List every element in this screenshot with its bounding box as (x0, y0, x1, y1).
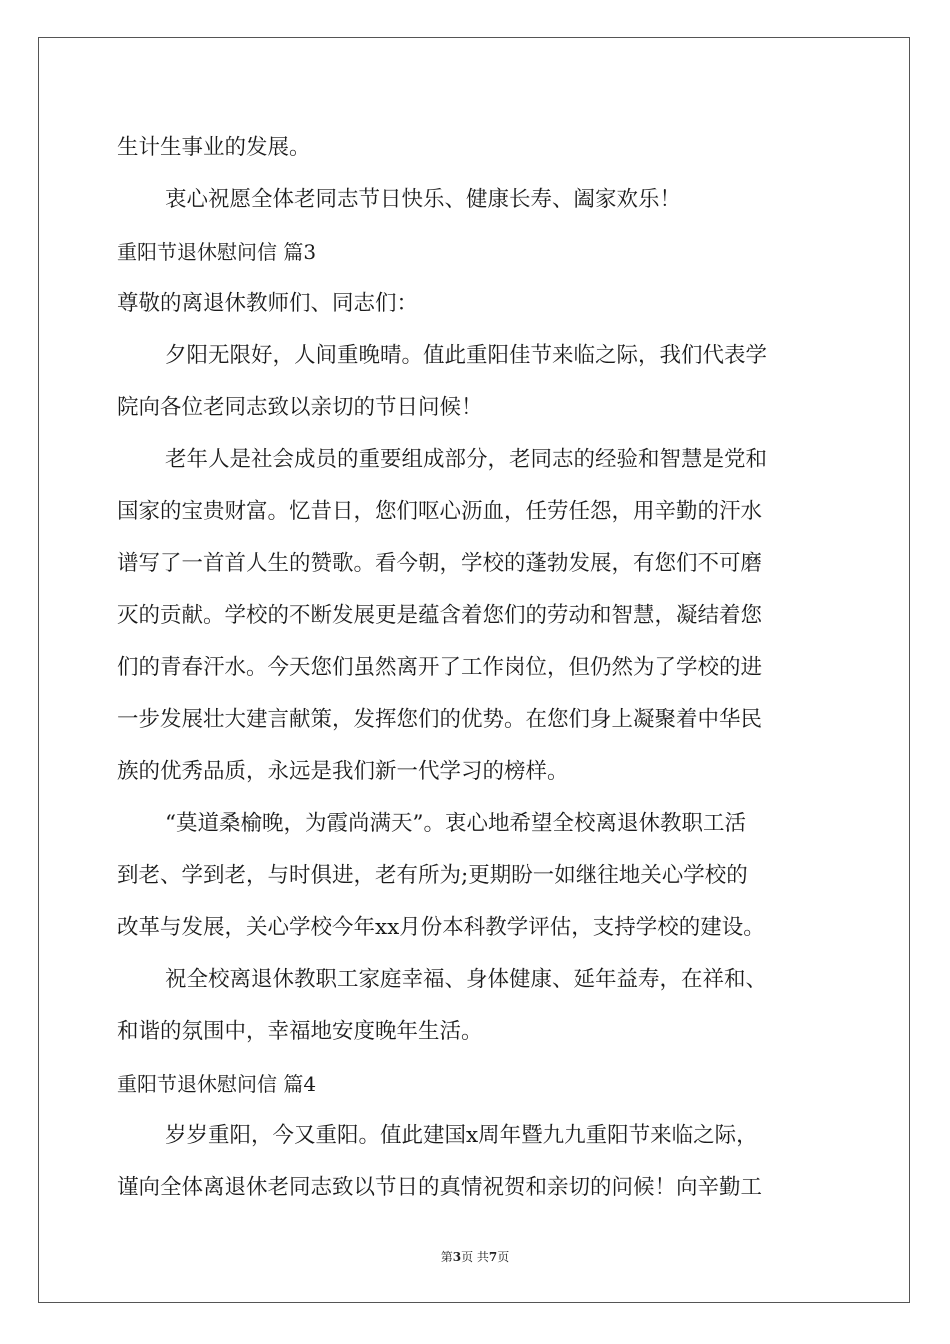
paragraph (117, 956, 833, 1060)
footer-total-pages: 7 (488, 1250, 498, 1264)
footer-mid: 页 共 (461, 1250, 489, 1264)
page-footer (0, 1248, 950, 1265)
paragraph (117, 1112, 833, 1216)
text-line: 们的青春汗水。今天您们虽然离开了工作岗位，但仍然为了学校的进 (117, 655, 763, 680)
text-line: 一步发展壮大建言献策，发挥您们的优势。在您们身上凝聚着中华民 (117, 707, 763, 732)
text-line: 谨向全体离退休老同志致以节日的真情祝贺和亲切的问候！向辛勤工 (117, 1175, 763, 1200)
text-line: 国家的宝贵财富。忆昔日，您们呕心沥血，任劳任怨，用辛勤的汗水 (117, 499, 763, 524)
text-line: “莫道桑榆晚，为霞尚满天”。衷心地希望全校离退休教职工活 (165, 811, 746, 836)
footer-page-number: 3 (452, 1250, 462, 1264)
text-line: 重阳节退休慰问信 篇3 (117, 240, 317, 264)
section-heading (117, 228, 833, 280)
document-body (117, 124, 833, 1216)
text-line: 夕阳无限好，人间重晚晴。值此重阳佳节来临之际，我们代表学 (165, 343, 768, 368)
text-line: 改革与发展，关心学校今年xx月份本科教学评估，支持学校的建设。 (117, 915, 765, 940)
text-line: 老年人是社会成员的重要组成部分，老同志的经验和智慧是党和 (165, 447, 768, 472)
paragraph (117, 124, 833, 176)
text-line: 灭的贡献。学校的不断发展更是蕴含着您们的劳动和智慧，凝结着您 (117, 603, 763, 628)
paragraph (117, 436, 833, 800)
paragraph (117, 800, 833, 956)
footer-prefix: 第 (440, 1250, 453, 1264)
text-line: 和谐的氛围中，幸福地安度晚年生活。 (117, 1019, 483, 1044)
text-line: 祝全校离退休教职工家庭幸福、身体健康、延年益寿，在祥和、 (165, 967, 768, 992)
section-heading (117, 1060, 833, 1112)
text-line: 重阳节退休慰问信 篇4 (117, 1072, 317, 1096)
paragraph (117, 176, 833, 228)
paragraph (117, 332, 833, 436)
text-line: 尊敬的离退休教师们、同志们： (117, 291, 419, 316)
text-line: 院向各位老同志致以亲切的节日问候！ (117, 395, 483, 420)
text-line: 谱写了一首首人生的赞歌。看今朝，学校的蓬勃发展，有您们不可磨 (117, 551, 763, 576)
footer-suffix: 页 (497, 1250, 510, 1264)
text-line: 到老、学到老，与时俱进，老有所为;更期盼一如继往地关心学校的 (117, 863, 748, 888)
text-line: 衷心祝愿全体老同志节日快乐、健康长寿、阖家欢乐！ (165, 187, 682, 212)
text-line: 族的优秀品质，永远是我们新一代学习的榜样。 (117, 759, 569, 784)
text-line: 岁岁重阳，今又重阳。值此建国x周年暨九九重阳节来临之际， (165, 1123, 758, 1148)
text-line: 生计生事业的发展。 (117, 135, 311, 160)
paragraph (117, 280, 833, 332)
